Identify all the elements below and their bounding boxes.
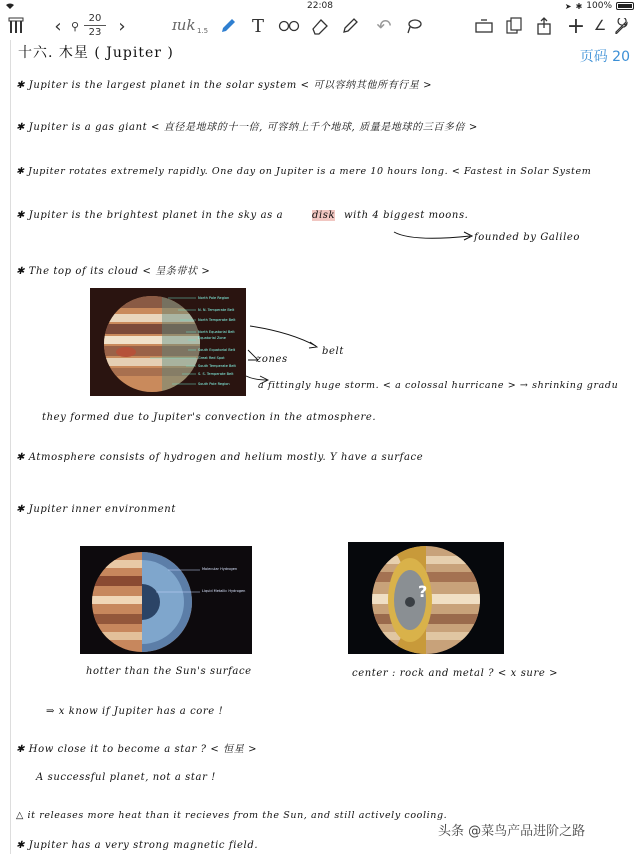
undo-icon[interactable]: ↶ [376,15,392,37]
note-hotter: hotter than the Sun's surface [86,666,252,677]
handwriting-mode-label[interactable]: ɪuk [172,16,196,34]
cloud-label: Equatorial Zone [198,336,226,340]
watermark: 头条 @菜鸟产品进阶之路 [438,824,586,839]
cloud-label: N. N. Temperate Belt [198,308,235,312]
interior-label: Molecular Hydrogen [202,567,238,571]
note-zones: zones [256,354,288,365]
zoom-level: 1.5 [197,27,209,35]
location-icon: ➤ [564,1,572,11]
status-time: 22:08 [307,1,333,11]
note-line-clouds: ✱ The top of its cloud < 呈条带状 > [16,266,211,277]
search-icon[interactable]: ⚲ [70,19,80,33]
cloud-label: South Temperate Belt [198,364,236,368]
eraser-icon[interactable] [308,14,332,38]
note-belt: belt [322,346,344,357]
note-line-largest: ✱ Jupiter is the largest planet in the solar system < 可以容纳其他所有行星 > [16,80,433,91]
cloud-label: North Temperate Belt [198,318,236,322]
page-counter[interactable] [80,13,110,38]
core-question-mark: ? [418,582,428,601]
note-line-core: ⇒ x know if Jupiter has a core ! [46,706,224,717]
glasses-icon[interactable] [276,14,302,38]
cloud-label: South Pole Region [198,382,230,386]
note-line-planet: A successful planet, not a star ! [36,772,216,783]
note-title: 十六. 木星 ( Jupiter ) [18,45,174,61]
note-storm: a fittingly huge storm. < a colossal hurricane > → shrinking gradu [258,380,619,391]
bluetooth-icon: ✱ [575,1,583,11]
share-icon[interactable] [532,14,556,38]
arrow-to-galileo [392,228,482,242]
cloud-label: North Pole Region [198,296,230,300]
jupiter-interior-image [80,546,252,654]
status-bar [0,0,640,12]
highlighted-word: disk [312,210,336,221]
document-pages-icon[interactable] [502,14,526,38]
cloud-label: North Equatorial Belt [198,330,235,334]
note-line-convection: they formed due to Jupiter's convection in the atmosphere. [42,412,377,423]
library-icon[interactable] [4,14,28,38]
pen-icon[interactable] [216,14,240,38]
cloud-label: South Equatorial Belt [198,348,236,352]
note-center: center : rock and metal ? < x sure > [352,668,559,679]
battery-percent: 100% [586,1,612,11]
note-line-brightest: ✱ Jupiter is the brightest planet in the sky as a [16,210,284,221]
chevron-right-icon[interactable]: › [118,15,126,37]
cloud-label: S. S. Temperate Belt [198,372,234,376]
interior-label: Liquid Metallic Hydrogen [202,589,246,593]
text-tool-icon[interactable]: T [251,15,264,37]
note-line-inner: ✱ Jupiter inner environment [16,504,176,515]
notebook-page[interactable] [10,40,640,854]
jupiter-core-image [348,542,504,654]
page-layout-icon[interactable] [472,14,496,38]
note-line-moons: with 4 biggest moons. [344,210,469,221]
page-current: 20 [88,13,102,24]
note-line-star: ✱ How close it to become a star ? < 恒星 > [16,744,258,755]
note-line-rotation: ✱ Jupiter rotates extremely rapidly. One day on Jupiter is a mere 10 hours long. < Fastest in Solar System [16,166,592,177]
note-line-atmosphere: ✱ Atmosphere consists of hydrogen and helium mostly. Y have a surface [16,452,424,463]
note-line-magnetic: ✱ Jupiter has a very strong magnetic field. [16,840,259,851]
note-line-heat: △ it releases more heat than it recieves from the Sun, and still actively cooling. [16,810,448,821]
jupiter-cloud-bands-image [90,288,246,396]
more-tools-icon[interactable]: ∠ [593,18,607,34]
page-number-label: 页码 20 [579,49,630,65]
lasso-icon[interactable] [402,14,426,38]
highlighter-icon[interactable] [338,14,362,38]
battery-icon [616,2,634,10]
cloud-label: Great Red Spot [198,356,225,360]
chevron-left-icon[interactable]: ‹ [54,15,62,37]
add-icon[interactable]: + [566,13,586,39]
wrench-icon[interactable] [610,14,634,38]
note-galileo: founded by Galileo [474,232,581,243]
page-total: 23 [88,27,102,38]
note-line-gas-giant: ✱ Jupiter is a gas giant < 直径是地球的十一倍, 可容纳上千个地球, 质量是地球的三百多倍 > [16,122,478,133]
